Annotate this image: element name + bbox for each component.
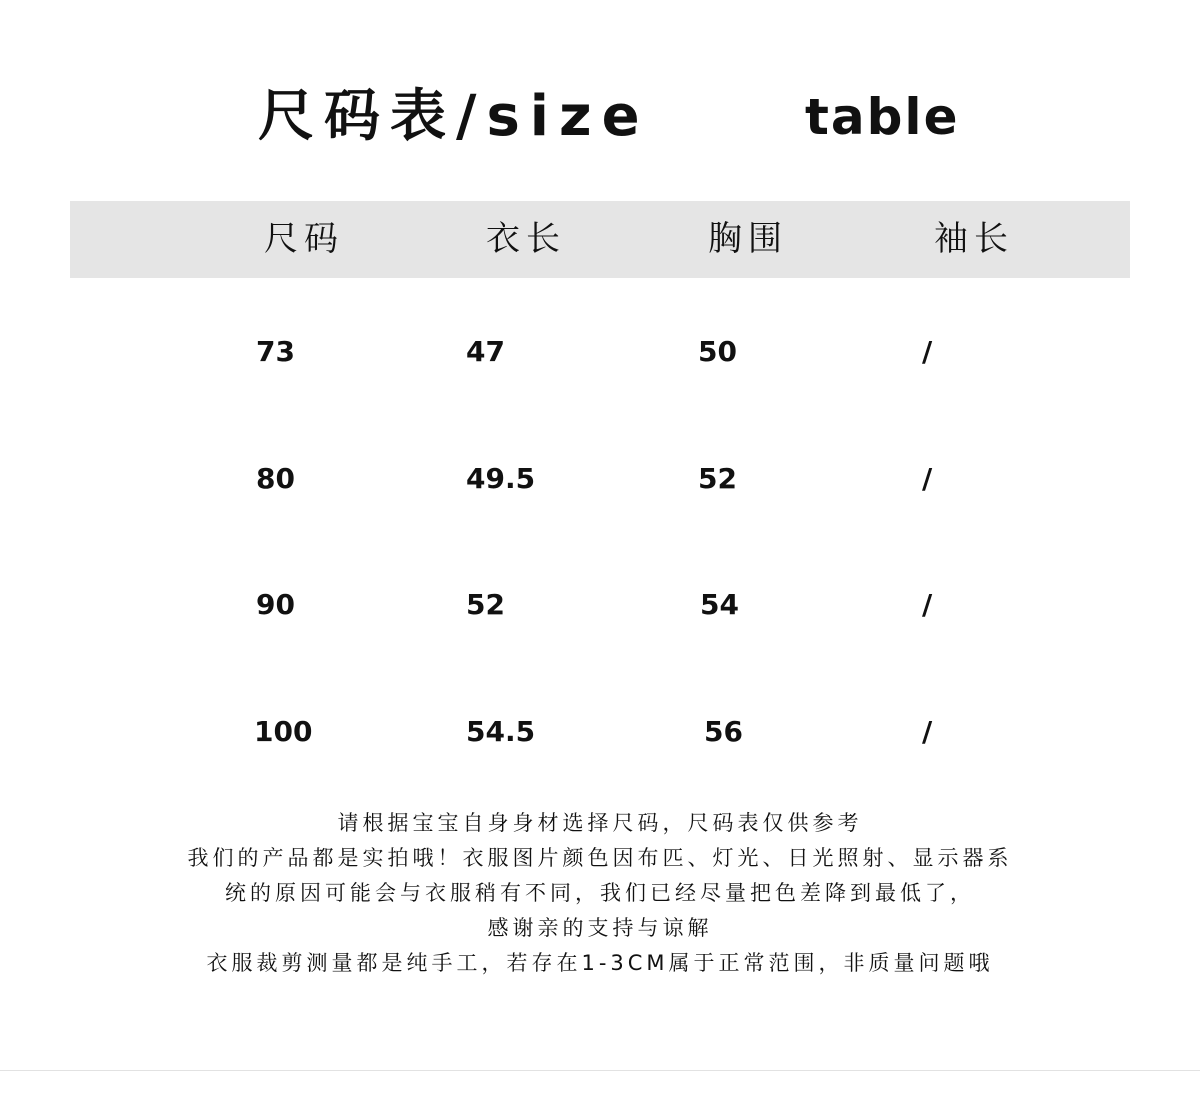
- cell-sleeve: /: [922, 462, 933, 495]
- cell-chest: 50: [698, 335, 737, 368]
- bottom-divider: [0, 1070, 1200, 1071]
- note-line: 感谢亲的支持与谅解: [487, 916, 713, 940]
- header-sleeve: 袖长: [934, 219, 1014, 259]
- cell-sleeve: /: [922, 335, 933, 368]
- note-line: 衣服裁剪测量都是纯手工，若存在1-3CM属于正常范围，非质量问题哦: [206, 951, 994, 975]
- title-suffix: table: [805, 88, 960, 146]
- cell-sleeve: /: [922, 715, 933, 748]
- cell-chest: 56: [704, 715, 743, 748]
- header-chest: 胸围: [708, 219, 788, 259]
- table-row: [0, 702, 1200, 762]
- note-line: 统的原因可能会与衣服稍有不同，我们已经尽量把色差降到最低了，: [225, 881, 975, 905]
- cell-chest: 54: [700, 588, 739, 621]
- header-size: 尺码: [264, 219, 344, 259]
- note-line: 请根据宝宝自身身材选择尺码，尺码表仅供参考: [337, 811, 863, 835]
- cell-length: 47: [466, 335, 505, 368]
- cell-sleeve: /: [922, 588, 933, 621]
- table-row: [0, 322, 1200, 382]
- table-row: [0, 449, 1200, 509]
- cell-size: 100: [254, 715, 313, 748]
- title-main: 尺码表/size: [258, 84, 650, 149]
- header-length: 衣长: [486, 219, 566, 259]
- size-notes: [0, 806, 1200, 981]
- cell-chest: 52: [698, 462, 737, 495]
- cell-size: 73: [256, 335, 295, 368]
- cell-length: 54.5: [466, 715, 536, 748]
- note-line: 我们的产品都是实拍哦！衣服图片颜色因布匹、灯光、日光照射、显示器系: [187, 846, 1013, 870]
- cell-size: 80: [256, 462, 295, 495]
- table-row: [0, 575, 1200, 635]
- size-table-title: [0, 78, 1200, 158]
- cell-length: 49.5: [466, 462, 536, 495]
- cell-size: 90: [256, 588, 295, 621]
- cell-length: 52: [466, 588, 505, 621]
- table-header: [70, 201, 1130, 278]
